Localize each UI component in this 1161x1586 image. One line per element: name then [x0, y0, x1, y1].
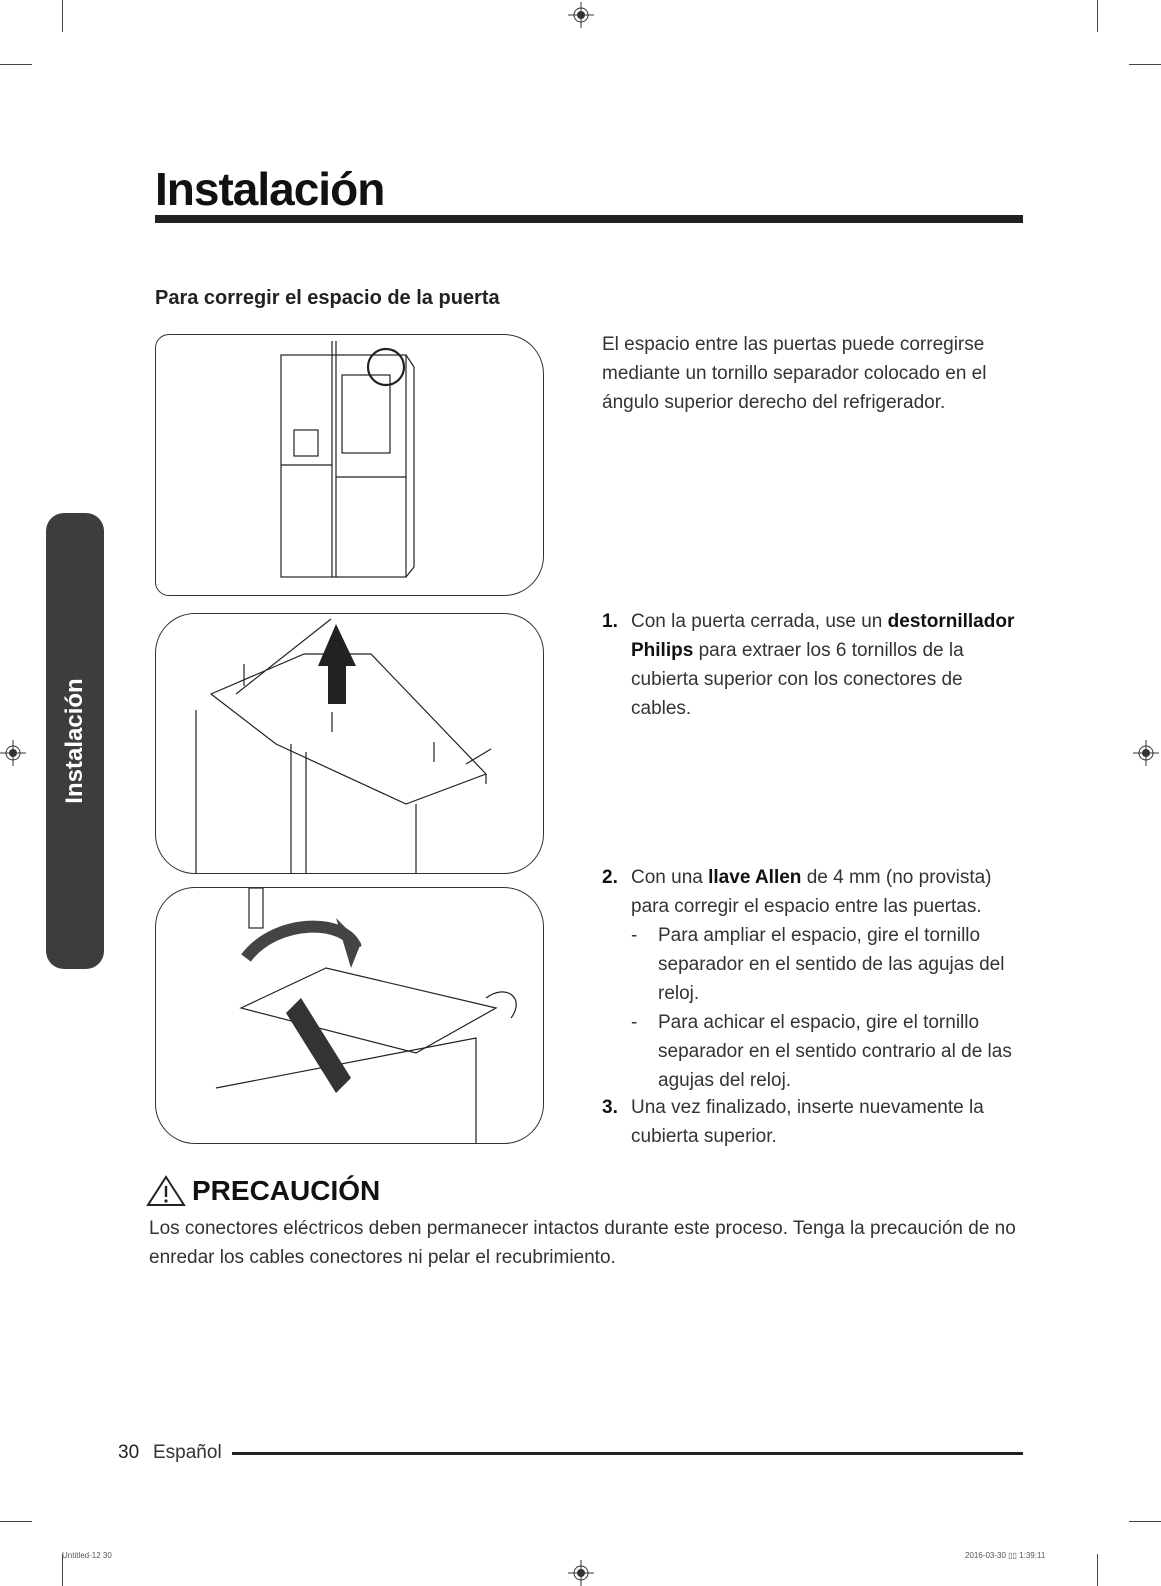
side-tab-label: Instalación — [61, 678, 88, 804]
allen-key-adjustment-illustration — [156, 888, 543, 1143]
step-item — [602, 607, 1027, 723]
step-tool-name: destornillador Philips — [631, 611, 1015, 661]
crop-mark-bottom-right-v — [1097, 1554, 1098, 1586]
registration-mark-left-icon — [0, 740, 26, 766]
step-text: Una vez finalizado, inserte nuevamente la cubierta superior. — [631, 1097, 984, 1147]
intro-paragraph: El espacio entre las puertas puede corregirse mediante un tornillo separador colocado en el ángulo superior derecho del refrigerador. — [602, 334, 987, 413]
subitem-text: Para achicar el espacio, gire el tornillo separador en el sentido contrario al de las agujas del reloj. — [658, 1012, 1012, 1091]
crop-mark-top-right-h — [1129, 64, 1161, 65]
registration-mark-top-icon — [568, 2, 594, 28]
step-item — [602, 863, 1027, 1095]
side-tab — [46, 513, 104, 969]
subitem-text: Para ampliar el espacio, gire el tornillo separador en el sentido de las agujas del reloj. — [658, 925, 1005, 1004]
step-text-part: Con la puerta cerrada, use un — [631, 611, 888, 632]
dash-bullet: - — [631, 1012, 638, 1033]
page-title: Instalación — [155, 163, 385, 215]
step-subitem — [631, 1008, 1027, 1095]
step-text — [631, 863, 1027, 921]
footer-rule — [232, 1452, 1023, 1455]
page-number: 30 — [118, 1442, 140, 1463]
dash-bullet: - — [631, 925, 638, 946]
caution-title: PRECAUCIÓN — [192, 1175, 381, 1206]
step-text — [631, 607, 1027, 723]
registration-mark-right-icon — [1133, 740, 1159, 766]
step-text-part: para extraer los 6 tornillos de la cubierta superior con los conectores de cables. — [631, 640, 964, 719]
step-text-part: Con una — [631, 867, 709, 888]
crop-mark-top-left-h — [0, 64, 32, 65]
registration-mark-bottom-icon — [568, 1560, 594, 1586]
figure-allen-key-adjustment — [155, 887, 544, 1144]
title-rule — [155, 215, 1023, 223]
caution-text: Los conectores eléctricos deben permanecer intactos durante este proceso. Tenga la precaución de no enredar los cables conectores ni pelar el recubrimiento. — [149, 1218, 1016, 1268]
print-mark-filename: Untitled-12 30 — [62, 1551, 112, 1560]
footer-language: Español — [153, 1442, 222, 1463]
top-cover-removal-illustration — [156, 614, 543, 873]
step-number: 1. — [602, 611, 618, 632]
refrigerator-front-illustration — [156, 335, 543, 595]
crop-mark-top-left-v — [62, 0, 63, 32]
step-text-part: de 4 mm (no provista) para corregir el espacio entre las puertas. — [631, 867, 992, 917]
step-number: 2. — [602, 867, 618, 888]
step-subitem — [631, 921, 1027, 1008]
step-tool-name: llave Allen — [708, 867, 802, 888]
figure-top-cover-removal — [155, 613, 544, 874]
crop-mark-bottom-left-h — [0, 1521, 32, 1522]
crop-mark-bottom-right-h — [1129, 1521, 1161, 1522]
warning-triangle-icon — [146, 1175, 186, 1207]
step-number: 3. — [602, 1097, 618, 1118]
print-mark-timestamp: 2016-03-30 ▯▯ 1:39:11 — [965, 1551, 1046, 1560]
figure-refrigerator-front — [155, 334, 544, 596]
section-subheading: Para corregir el espacio de la puerta — [155, 287, 500, 309]
crop-mark-top-right-v — [1097, 0, 1098, 32]
step-item — [602, 1093, 1027, 1151]
caution-heading — [146, 1175, 380, 1207]
